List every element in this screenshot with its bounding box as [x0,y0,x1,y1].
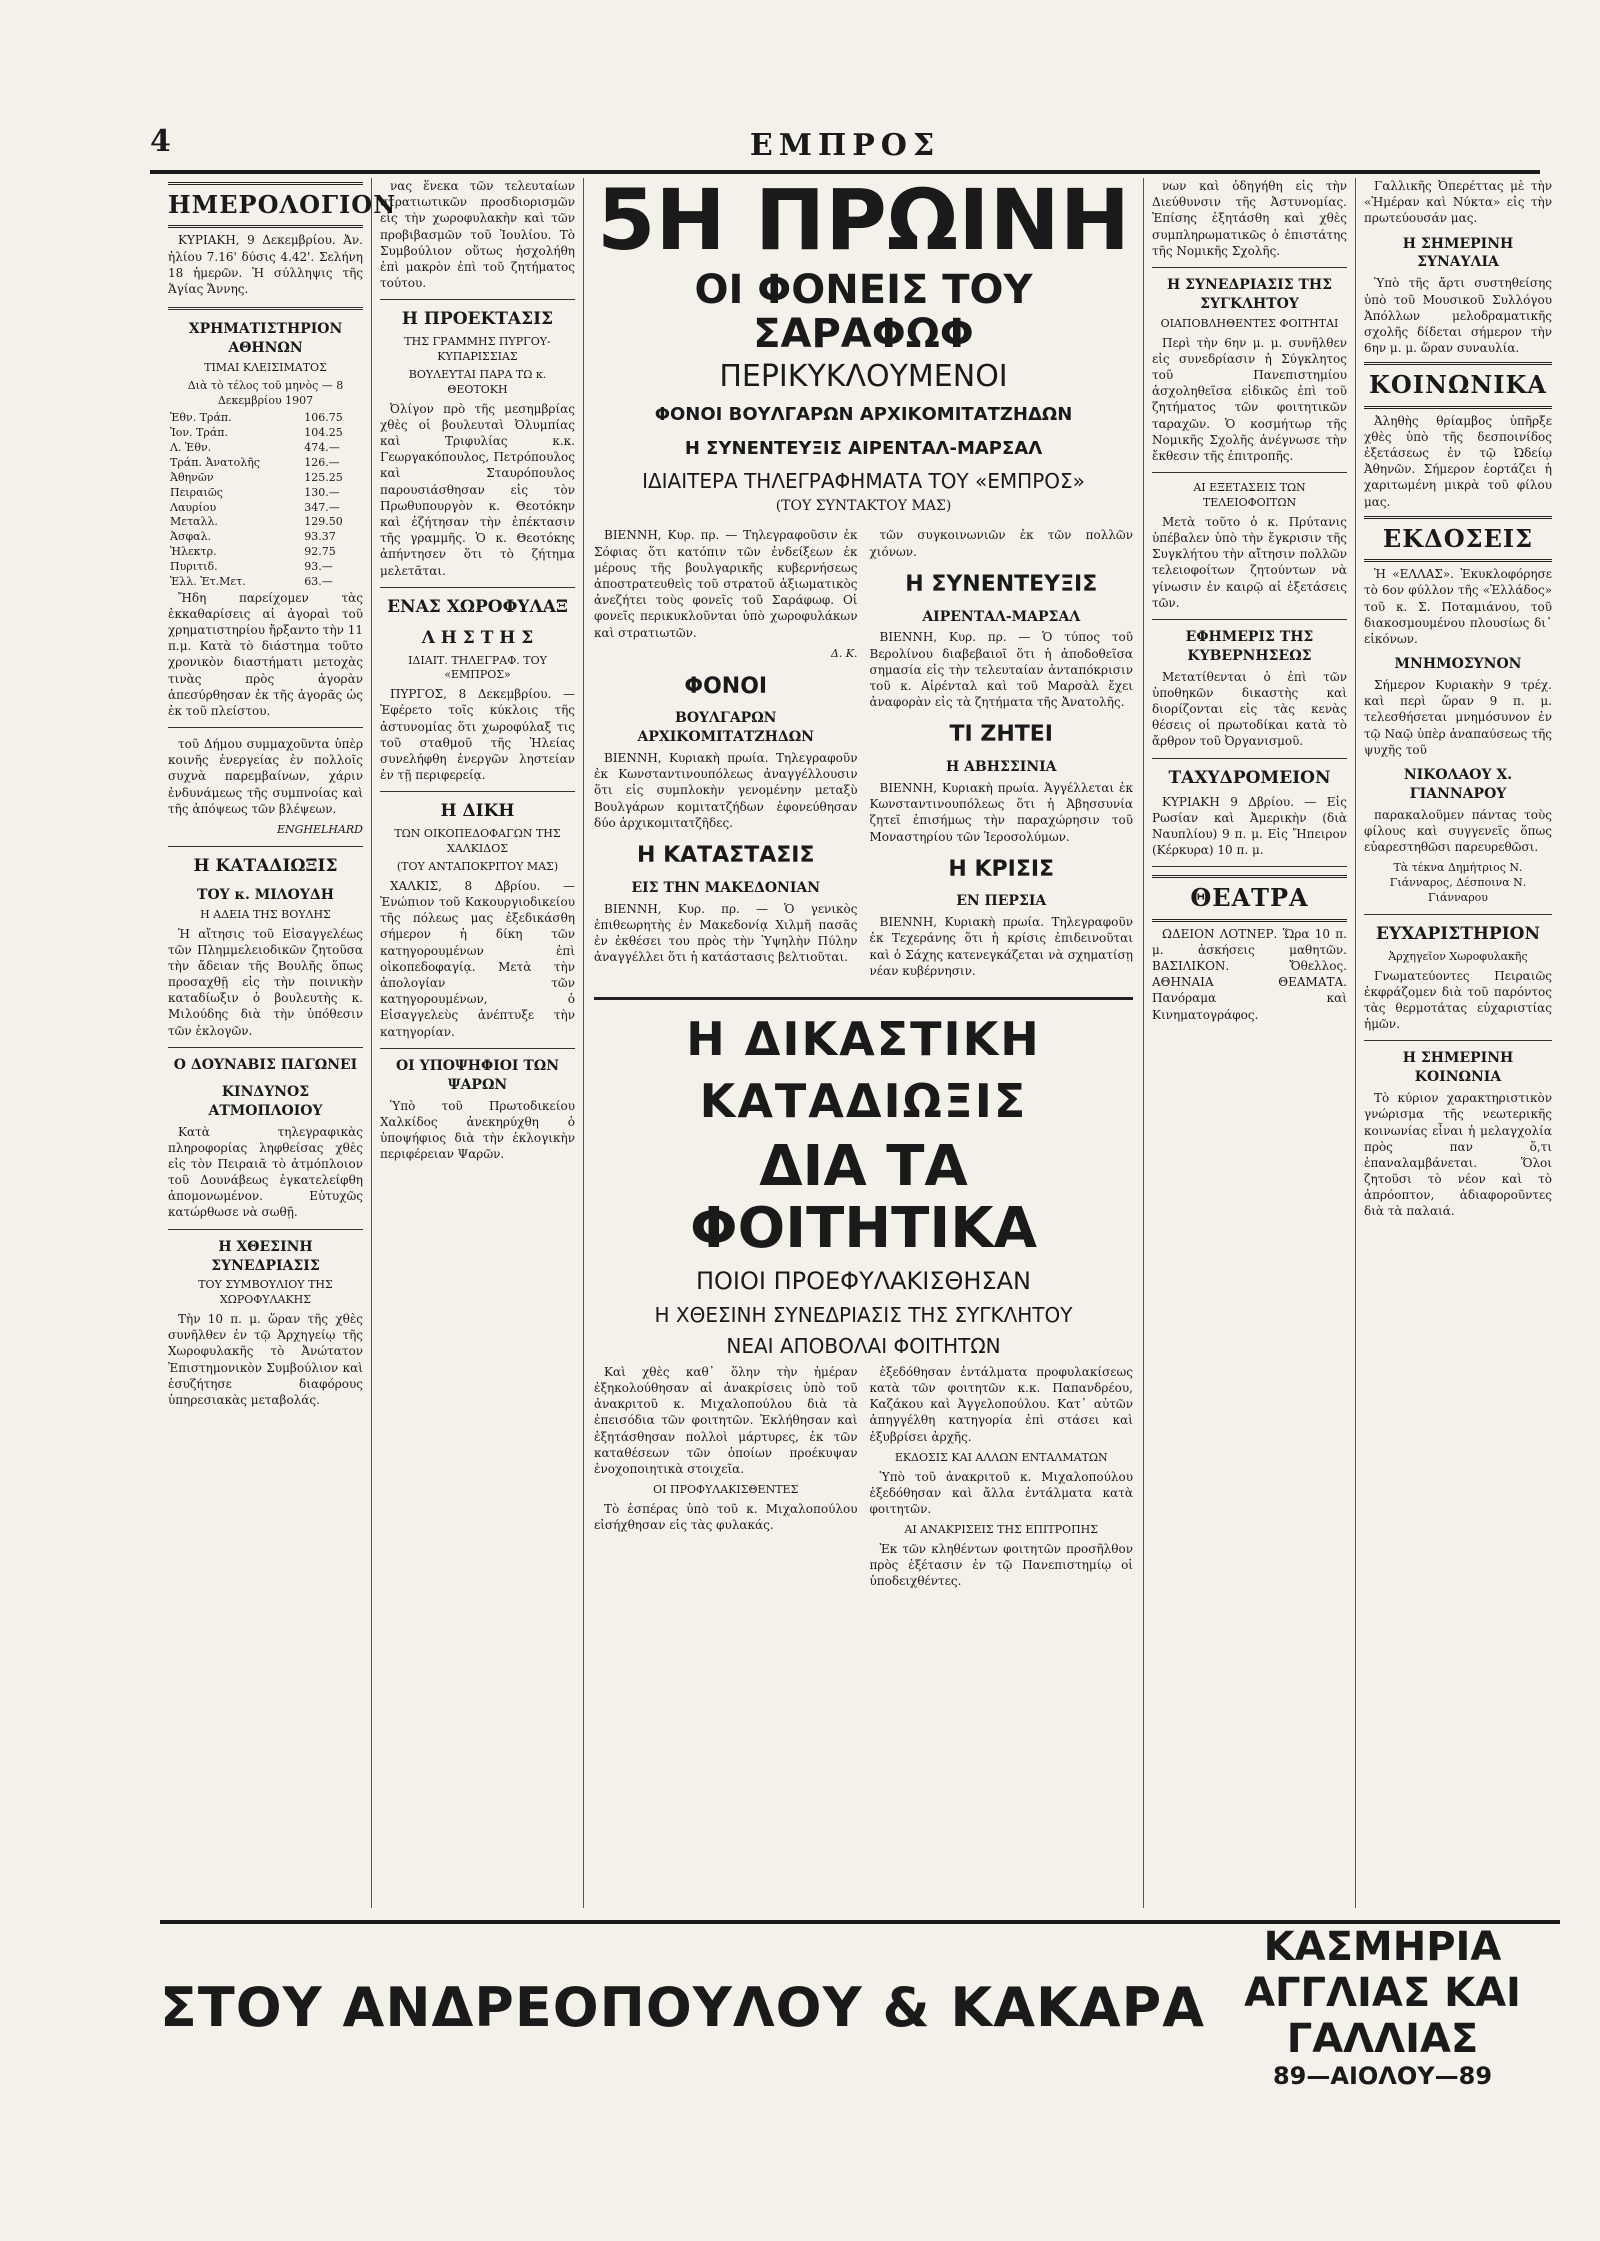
assembly-text: Ὑπὸ τῆς ἄρτι συστηθείσης ὑπὸ τοῦ Μουσικοῦ Συλλόγου Ἀπόλλων μελοδραματικῆς σχολῆς δίδεται σήμερον τὴν 6ην μ. μ. ὥραν συναυλία. [1364,276,1552,356]
ad-address: 89—ΑΙΟΛΟΥ—89 [1272,2062,1493,2090]
divider [380,587,575,588]
editions-text: Ἡ «ΕΛΛΑΣ». Ἐκυκλοφόρησε τὸ 6ον φύλλον τῆς «Ἑλλάδος» τοῦ κ. Σ. Ποταμιάνου, τοῦ διακοσμουμένου πλουσίως δι᾽ εἰκόνων. [1364,567,1552,646]
meeting-subtitle: ΑΙΡΕΝΤΑΛ-ΜΑΡΣΑΛ [922,608,1081,625]
newspaper-name: ΕΜΠΡΟΣ [749,128,941,163]
lead-columns [594,527,1133,985]
table-row [168,530,363,545]
danube-title: Ο ΔΟΥΝΑΒΙΣ ΠΑΓΩΝΕΙ [173,1056,358,1073]
kicker: 5Η ΠΡΩΙΝΗ [596,171,1131,269]
finance-title: ΧΡΗΜΑΤΙΣΤΗΡΙΟΝ ΑΘΗΝΩΝ [188,321,343,357]
table-row [168,575,363,590]
divider [1152,267,1347,268]
signature: ENGHELHARD [276,823,363,837]
table-row [168,486,363,501]
finance-value: 92.75 [304,545,336,559]
advertisement-banner [160,1920,1560,2090]
divider [380,791,575,792]
finance-value: 93.— [304,559,333,573]
students-headline-2: ΔΙΑ ΤΑ ΦΟΙΤΗΤΙΚΑ [690,1134,1037,1261]
divider [1152,619,1347,620]
lead-right [870,527,1134,985]
murders-title: ΦΟΝΟΙ [684,673,768,699]
headline-1: ΟΙ ΦΟΝΕΙΣ ΤΟΥ ΣΑΡΑΦΩΦ [694,267,1033,357]
prisoners-text: Τὸ ἑσπέρας ὑπὸ τοῦ κ. Μιχαλοπούλου εἰσήχθησαν εἰς τὰς φυλακάς. [594,1501,858,1533]
pursuit-sub2: Η ΑΔΕΙΑ ΤΗΣ ΒΟΥΛΗΣ [200,907,331,921]
divider [1364,914,1552,915]
finance-name: Ἰον. Τράπ. [170,426,228,440]
session-text: Τὴν 10 π. μ. ὥραν τῆς χθὲς συνῆλθεν ἐν τῷ Ἀρχηγείῳ τῆς Χωροφυλακῆς τὸ Ἀνώτατον Ἐπιστημονικὸν Συμβούλιον καὶ ἐσυζήτησε διαφόρους ὑπηρεσιακὰς μεταβολάς. [168,1312,363,1408]
signature: Δ. Κ. [830,646,858,660]
ad-store-name: ΣΤΟΥ ΑΝΔΡΕΟΠΟΥΛΟΥ & ΚΑΚΑΡΑ [160,1975,1206,2039]
thanks-title: ΕΥΧΑΡΙΣΤΗΡΙΟΝ [1375,923,1541,944]
finance-value: 129.50 [304,515,343,529]
headline-5: ΙΔΙΑΙΤΕΡΑ ΤΗΛΕΓΡΑΦΗΜΑΤΑ ΤΟΥ «ΕΜΠΡΟΣ» [642,468,1085,493]
students-right [870,1364,1134,1596]
students-headline-5: ΝΕΑΙ ΑΠΟΒΟΛΑΙ ΦΟΙΤΗΤΩΝ [726,1333,1001,1358]
students-text-left: Καὶ χθὲς καθ᾽ ὅλην τὴν ἡμέραν ἐξηκολούθησαν αἱ ἀνακρίσεις ὑπὸ τοῦ ἀνακριτοῦ κ. Μιχαλοπούλου διὰ τὰ ἐπεισόδια τῶν φοιτητῶν. Ἐκλήθησαν καὶ ἐξητάσθησαν πολλοὶ μάρτυρες, ἐκ τῶν καταθέσεων τῶν ὁποίων προέκυψαν ἐνοχοποιητικὰ στοιχεῖα. [594,1364,858,1476]
candidates-title: ΟΙ ΥΠΟΨΗΦΙΟΙ ΤΩΝ ΨΑΡΩΝ [395,1057,560,1093]
masthead [150,124,1540,174]
lead-left [594,527,858,985]
memorial-title: ΜΝΗΜΟΣΥΝΟΝ [1394,656,1522,673]
memorial-text-2: παρακαλοῦμεν πάντας τοὺς φίλους καὶ συγγενεῖς ὅπως εὐαρεστηθῶσι παρευρεθῶσι. [1364,807,1552,855]
thanks-text: Γνωματεύοντες Πειραιῶς ἐκφράζομεν διὰ τοῦ παρόντος τὰς θερμοτάτας εὐχαριστίας ἡμῶν. [1364,968,1552,1032]
headline-6: (ΤΟΥ ΣΥΝΤΑΚΤΟΥ ΜΑΣ) [775,497,952,514]
article-text: νων καὶ ὁδηγήθη εἰς τὴν Διεύθυνσιν τῆς Ἀστυνομίας. Ἐπίσης ἐξητάσθη καὶ χθὲς συμπληρωματικῶς ὁ ἐπιστάτης τῆς Νομικῆς Σχολῆς. [1152,179,1347,258]
session-title: Η ΧΘΕΣΙΝΗ ΣΥΝΕΔΡΙΑΣΙΣ [211,1238,320,1274]
finance-value: 63.— [304,574,333,588]
finance-value: 126.— [304,455,340,469]
finance-name: Πυριτιδ. [170,559,218,573]
finance-value: 125.25 [304,470,343,484]
railway-sub2: ΒΟΥΛΕΥΤΑΙ ΠΑΡΑ ΤΩ κ. ΘΕΟΤΟΚΗ [408,367,547,396]
divider [1364,1040,1552,1041]
theatre-title: ΘΕΑΤΡΑ [1152,875,1347,921]
finance-value: 347.— [304,500,340,514]
columns [160,171,1560,1908]
railway-text: Ὀλίγον πρὸ τῆς μεσημβρίας χθὲς οἱ βουλευταὶ Ὀλυμπίας καὶ Τριφυλίας κ.κ. Γεωργακόπουλος, Πετρόπουλος καὶ Σταυρόπουλος παρουσιάσθησαν εἰς τὸν Πρωθυπουργὸν κ. Θεοτόκην καὶ ἐζήτησαν τὴν ἐπέκτασιν τῆς γραμμῆς. Ὁ κ. Θεοτόκης ἀπήντησεν ὅτι τὸ ζήτημα μελετᾶται. [380,401,575,578]
finance-value: 130.— [304,485,340,499]
social-title: ΚΟΙΝΩΝΙΚΑ [1364,362,1552,408]
gendarme-subtitle: Λ Η Σ Τ Η Σ [421,627,534,648]
finance-name: Ἀσφαλ. [170,530,212,544]
seeks-subtitle: Η ΑΒΗΣΣΙΝΙΑ [945,759,1057,776]
post-text: ΚΥΡΙΑΚΗ 9 Δβρίου. — Εἰς Ρωσίαν καὶ Ἀμερικὴν (διὰ Ναυπλίου) 9 π. μ. Εἰς Ἤπειρον (Κέρκυρα) 10 π. μ. [1152,794,1347,858]
session-subtitle: ΤΟΥ ΣΥΜΒΟΥΛΙΟΥ ΤΗΣ ΧΩΡΟΦΥΛΑΚΗΣ [198,1278,333,1307]
table-row [168,501,363,516]
page-number: 4 [150,124,171,159]
today-text: Τὸ κύριον χαρακτηριστικὸν γνώρισμα τῆς νεωτερικῆς κοινωνίας εἶναι ἡ μελαγχολία πρὸς παν ὅ,τι ἐπαναλαμβάνεται. Ὅλοι ζητοῦσι τὸ νέον καὶ τὸ ἀπρόοπτον, ἀδιαφοροῦντες διὰ τὰ παλαιά. [1364,1091,1552,1219]
lead-text-right: τῶν συγκοινωνιῶν ἐκ τῶν πολλῶν χιόνων. [869,528,1133,559]
divider [168,1229,363,1230]
theatre-text: ΩΔΕΙΟΝ ΛΟΤΝΕΡ. Ὥρα 10 π. μ. ἀσκήσεις μαθητῶν. ΒΑΣΙΛΙΚΟΝ. Ὄθελλος. ΑΘΗΝΑΙΑ ΘΕΑΜΑΤΑ. Πανόραμα καὶ Κινηματογράφος. [1152,926,1347,1022]
gendarme-sub2: ΙΔΙΑΙΤ. ΤΗΛΕΓΡΑΦ. ΤΟΥ «ΕΜΠΡΟΣ» [408,653,547,682]
finance-text: Ἤδη παρείχομεν τὰς ἐκκαθαρίσεις αἱ ἀγοραὶ τοῦ χρηματιστηρίου ἤρξαντο τὴν 11 π.μ. Κατὰ τὸ διάστημα τοῦτο χρονικὸν διαστήματι μετοχὰς τινὰς πρὸς ἀγορὰν ἀπεσύρθησαν ἐκ τῆς ἀγορᾶς ὡς ἐκ τοῦ πλείστου. [168,590,364,718]
divider [380,1048,575,1049]
trial-sub2: (ΤΟΥ ΑΝΤΑΠΟΚΡΙΤΟΥ ΜΑΣ) [396,860,559,873]
divider [1152,472,1347,473]
prisoners-title: ΟΙ ΠΡΟΦΥΛΑΚΙΣΘΕΝΤΕΣ [653,1483,799,1497]
rector-title: ΑΙ ΑΝΑΚΡΙΣΕΙΣ ΤΗΣ ΕΠΙΤΡΟΠΗΣ [904,1523,1099,1537]
murders-text: ΒΙΕΝΝΗ, Κυριακὴ πρωία. Τηλεγραφοῦν ἐκ Κωνσταντινουπόλεως ἀναγγέλλουσιν ὅτι εἰς συμπλοκὴν γενομένην μεταξὺ Βουλγάρων κομιτατζήδων ἐφονεύθησαν δύο ἀρχικομιτατζῆδες. [594,751,858,830]
trial-title: Η ΔΙΚΗ [440,801,515,822]
finance-name: Ἠλεκτρ. [170,545,217,559]
divider [380,299,575,300]
table-row [168,441,363,456]
finance-value: 93.37 [304,530,336,544]
trial-text: ΧΑΛΚΙΣ, 8 Δβρίου. — Ἐνώπιον τοῦ Κακουργιοδικείου τῆς πόλεως μας ἐξεδικάσθη σήμερον ἡ δίκη τῶν κατηγορουμένων ἐπὶ οἰκοπεδοφαγίᾳ. Μετὰ τὴν ἀπολογίαν τῶν κατηγορουμένων, ὁ Εἰσαγγελεὺς ἀνέπτυξε τὴν κατηγορίαν. [380,878,575,1039]
table-row [168,471,363,486]
social-text: Ἀληθὴς θρίαμβος ὑπῆρξε χθὲς ὑπὸ τῆς δεσποινίδος ἐξετάσεως ἐν τῷ Ὠδείῳ Ἀθηνῶν. Σήμερον ἑορτάζει ἡ χαριτωμένη μικρὰ τοῦ φίλου μας. [1364,413,1552,509]
column-2 [372,178,584,1908]
meeting-text: ΒΙΕΝΝΗ, Κυρ. πρ. — Ὁ τύπος τοῦ Βερολίνου διαβεβαιοῖ ὅτι ἡ ἀποδοθεῖσα σημασία εἰς τὴν τελευταίαν ἀνταπόκρισιν τοῦ κ. Αἰρένταλ καὶ τοῦ Μαρσὰλ ἔχει ἀναφορὰν εἰς τὰ ζητήματα τῆς Ἀνατολῆς. [869,630,1133,710]
finance-name: Τράπ. Ἀνατολῆς [170,455,260,469]
headline-4: Η ΣΥΝΕΝΤΕΥΞΙΣ ΑΙΡΕΝΤΑΛ-ΜΑΡΣΑΛ [684,438,1043,460]
railway-subtitle: ΤΗΣ ΓΡΑΜΜΗΣ ΠΥΡΓΟΥ-ΚΥΠΑΡΙΣΣΙΑΣ [404,335,551,364]
finance-name: Μεταλλ. [170,515,218,529]
students-left [594,1364,858,1596]
headline-3: ΦΟΝΟΙ ΒΟΥΛΓΑΡΩΝ ΑΡΧΙΚΟΜΙΤΑΤΖΗΔΩΝ [654,404,1073,425]
persia-text: ΒΙΕΝΝΗ, Κυριακὴ πρωία. Τηλεγραφοῦν ἐκ Τεχεράνης ὅτι ἡ κρίσις ἐπιδεινοῦται καὶ ὁ Σάχης κατενεγκάζεται νὰ σχηματίσῃ νέαν κυβέρνησιν. [869,915,1133,978]
column-6 [1356,178,1560,1908]
article-text: τοῦ Δήμου συμμαχοῦντα ὑπὲρ κοινῆς ἐνεργείας ἐν πολλοῖς συχνὰ παρεμβαίνων, χάριν ἐνδυνάμεως τῆς συμπνοίας καὶ τῆς ἀπόψεως τῶν βλέψεων. [168,737,363,816]
finance-name: Ἐθν. Τράπ. [170,411,232,425]
gazette-title: ΕΦΗΜΕΡΙΣ ΤΗΣ ΚΥΒΕΡΝΗΣΕΩΣ [1185,628,1314,664]
article-text: νας ἕνεκα τῶν τελευταίων στρατιωτικῶν προσδιορισμῶν εἰς τὴν χωροφυλακὴν καὶ τῶν προβιβασμῶν τοῦ Ἰουλίου. Τὸ Συμβούλιον οὕτως ἠσχολήθη ἐπὶ μακρὸν ἐπὶ τοῦ ζητήματος τούτου. [380,179,575,291]
pursuit-text: Ἡ αἴτησις τοῦ Εἰσαγγελέως τῶν Πλημμελειοδικῶν ζητοῦσα τὴν ἄδειαν τῆς Βουλῆς ὅπως προσαχθῇ εἰς τὴν ποινικὴν καταδίωξιν ὁ βουλευτὴς κ. Μιλούδης διὰ τὴν ὑπόθεσιν τῶν ἐκλογῶν. [168,926,363,1038]
divider [1152,866,1347,867]
finance-name: Ἀθηνῶν [170,470,214,484]
table-row [168,560,363,575]
gendarme-title: ΕΝΑΣ ΧΩΡΟΦΥΛΑΞ [387,596,568,617]
students-text-right: ἐξεδόθησαν ἐντάλματα προφυλακίσεως κατὰ τῶν φοιτητῶν κ.κ. Παπανδρέου, Καζάκου καὶ Ἀγγελοπούλου. Κατ᾽ αὐτῶν ἀπηγγέλθη κατηγορία ἐπὶ στάσει καὶ ἐξυβρίσει ἀρχῆς. [869,1364,1133,1444]
finance-name: Πειραιῶς [170,485,223,499]
finance-name: Λ. Ἐθν. [170,441,212,455]
divider [1152,758,1347,759]
table-row [168,515,363,530]
danube-subtitle: ΚΙΝΔΥΝΟΣ ΑΤΜΟΠΛΟΙΟΥ [208,1083,323,1119]
article-text: Γαλλικῆς Ὀπερέττας μὲ τὴν «Ἡμέραν καὶ Νύκτα» εἰς τὴν πρωτεύουσάν μας. [1364,179,1552,226]
meeting-title: Η ΣΥΝΕΝΤΕΥΞΙΣ [905,571,1098,597]
divider [168,727,363,728]
seeks-title: ΤΙ ΖΗΤΕΙ [949,722,1053,748]
danube-text: Κατὰ τηλεγραφικὰς πληροφορίας ληφθείσας χθὲς εἰς τὸν Πειραιᾶ τὸ ἀτμόπλοιον τοῦ Δουνάβεως ἐγκατελείφθη ἀπομονωμένον. Εὐτυχῶς κατώρθωσε νὰ σωθῇ. [168,1124,363,1220]
persia-subtitle: ΕΝ ΠΕΡΣΙΑ [956,893,1047,910]
exams-title: ΑΙ ΕΞΕΤΑΣΕΙΣ ΤΩΝ ΤΕΛΕΙΟΦΟΙΤΩΝ [1193,481,1306,509]
memorial-text: Σήμερον Κυριακὴν 9 τρέχ. καὶ περὶ ὥραν 9 π. μ. τελεσθήσεται μνημόσυνον ἐν τῷ Ναῷ ὑπὲρ ἀναπαύσεως τῆς ψυχῆς τοῦ [1364,678,1552,757]
divider [168,307,363,310]
thanks-subtitle: Ἀρχηγεῖον Χωροφυλακῆς [1388,949,1528,963]
finance-value: 474.— [304,441,340,455]
gazette-text: Μετατίθενται ὁ ἐπὶ τῶν ὑποθηκῶν δικαστὴς καὶ διορίζονται εἰς τὰς κενὰς θέσεις οἱ πρωτοδίκαι κατὰ τὸ ἄρθρον τοῦ Ὀργανισμοῦ. [1152,669,1347,749]
students-columns [594,1364,1133,1596]
finance-note: Διὰ τὸ τέλος τοῦ μηνὸς — 8 Δεκεμβρίου 1907 [187,378,344,407]
column-1 [160,178,397,1908]
ad-product-text: ΚΑΣΜΗΡΙΑ ΑΓΓΛΙΑΣ ΚΑΙ ΓΑΛΛΙΑΣ [1244,1924,1521,2062]
today-title: Η ΣΗΜΕΡΙΝΗ ΚΟΙΝΩΝΙΑ [1402,1050,1514,1086]
table-row [168,545,363,560]
column-5 [1144,178,1356,1908]
macedonia-title: Η ΚΑΤΑΣΤΑΣΙΣ [637,843,815,869]
memorial-family: Τὰ τέκνα Δημήτριος Ν. Γιάνναρος, Δέσποινα Ν. Γιάνναρου [1389,861,1527,904]
students-headline-4: Η ΧΘΕΣΙΝΗ ΣΥΝΕΔΡΙΑΣΙΣ ΤΗΣ ΣΥΓΚΛΗΤΟΥ [654,1302,1073,1327]
ad-product [1205,1924,1560,2090]
table-row [168,411,363,426]
senate-title: Η ΣΥΝΕΔΡΙΑΣΙΣ ΤΗΣ ΣΥΓΚΛΗΤΟΥ [1166,276,1333,312]
finance-table [168,411,363,589]
post-title: ΤΑΧΥΔΡΟΜΕΙΟΝ [1168,767,1331,788]
exams-text: Μετὰ τοῦτο ὁ κ. Πρύτανις ὑπέβαλεν ὑπὸ τὴν ἔγκρισιν τῆς Συγκλήτου τὴν αἴτησιν πολλῶν τελειοφοίτων ζητούντων νὰ γίνωσιν ἐν καιρῷ αἱ ἐξετάσεις τῶν. [1152,514,1347,610]
warrants-text: Ὑπὸ τοῦ ἀνακριτοῦ κ. Μιχαλοπούλου ἐξεδόθησαν καὶ ἄλλα ἐντάλματα κατὰ φοιτητῶν. [869,1469,1133,1516]
students-headline-3: ΠΟΙΟΙ ΠΡΟΕΦΥΛΑΚΙΣΘΗΣΑΝ [695,1267,1032,1296]
lead-text: ΒΙΕΝΝΗ, Κυρ. πρ. — Τηλεγραφοῦσιν ἐκ Σόφιας ὅτι κατόπιν τῶν ἐνδείξεων ἐκ μέρους τῆς βουλγαρικῆς κυβερνήσεως ἀποστρατευθεὶς τοῦ στρατοῦ ἀξιωματικὸς ἀνεζήτει τοὺς φονεῖς τοῦ Σαράφωφ. Οἱ φονεῖς περικυκλοῦνται ὑπὸ χωροφυλάκων καὶ στρατιωτῶν. [594,528,858,640]
memorial-name: ΝΙΚΟΛΑΟΥ Χ. ΓΙΑΝΝΑΡΟΥ [1403,766,1513,802]
macedonia-text: ΒΙΕΝΝΗ, Κυρ. πρ. — Ὁ γενικὸς ἐπιθεωρητὴς ἐν Μακεδονίᾳ Χιλμῆ πασᾶς ἐν ἐκθέσει του πρὸς τὴν Ὑψηλὴν Πύλην ἀναγγέλλει ὅτι ἡ κατάστασις βελτιοῦται. [594,901,858,965]
finance-name: Ἑλλ. Ἐτ.Μετ. [170,574,246,588]
table-row [168,456,363,471]
calendar-text: ΚΥΡΙΑΚΗ, 9 Δεκεμβρίου. Ἀν. ἡλίου 7.16' δύσις 4.42'. Σελήνη 18 ἡμερῶν. Ἡ σύλληψις τῆς Ἁγίας Ἄννης. [168,233,363,296]
divider [168,846,363,847]
senate-subtitle: ΟΙΑΠΟΒΛΗΘΕΝΤΕΣ ΦΟΙΤΗΤΑΙ [1160,316,1339,330]
divider [168,1047,363,1048]
assembly-title: Η ΣΗΜΕΡΙΝΗ ΣΥΝΑΥΛΙΑ [1402,235,1514,271]
seeks-text: ΒΙΕΝΝΗ, Κυριακὴ πρωία. Ἀγγέλλεται ἐκ Κωνσταντινουπόλεως ὅτι ἡ Ἀβησσυνία ζητεῖ ἐπισήμως τὴν παραχώρησιν τοῦ Μοναστηρίου τῶν Ἱεροσολύμων. [869,780,1133,844]
pursuit-title: Η ΚΑΤΑΔΙΩΞΙΣ [193,855,338,876]
lead-story [584,171,1144,1908]
finance-value: 106.75 [304,411,343,425]
finance-value: 104.25 [304,426,343,440]
railway-title: Η ΠΡΟΕΚΤΑΣΙΣ [401,309,554,330]
warrants-title: ΕΚΔΟΣΙΣ ΚΑΙ ΑΛΛΩΝ ΕΝΤΑΛΜΑΤΩΝ [894,1450,1108,1464]
persia-title: Η ΚΡΙΣΙΣ [948,856,1055,882]
murders-subtitle: ΒΟΥΛΓΑΡΩΝ ΑΡΧΙΚΟΜΙΤΑΤΖΗΔΩΝ [637,710,814,746]
trial-subtitle: ΤΩΝ ΟΙΚΟΠΕΔΟΦΑΓΩΝ ΤΗΣ ΧΑΛΚΙΔΟΣ [394,827,561,856]
students-headline-1: Η ΔΙΚΑΣΤΙΚΗ ΚΑΤΑΔΙΩΞΙΣ [594,997,1133,1132]
finance-name: Λαυρίου [170,500,217,514]
rector-text: Ἐκ τῶν κληθέντων φοιτητῶν προσῆλθον πρὸς ἐξέτασιν ἐν τῷ Πανεπιστημίῳ οἱ ὑποδειχθέντες. [869,1541,1133,1589]
senate-text: Περὶ τὴν 6ην μ. μ. συνῆλθεν εἰς συνεδρίασιν ἡ Σύγκλητος τοῦ Πανεπιστημίου ἀσχοληθεῖσα εἰδικῶς ἐπὶ τοῦ ζητήματος τῶν φοιτητικῶν ταραχῶν. Ὁ κοσμήτωρ τῆς Νομικῆς Σχολῆς ἀνέγνωσε τὴν ἔκθεσιν τῆς ἐπιτροπῆς. [1152,335,1347,463]
headline-2: ΠΕΡΙΚΥΚΛΟΥΜΕΝΟΙ [719,359,1008,394]
calendar-title: ΗΜΕΡΟΛΟΓΙΟΝ [168,182,363,228]
pursuit-subtitle: ΤΟΥ κ. ΜΙΛΟΥΔΗ [197,886,334,903]
gendarme-text: ΠΥΡΓΟΣ, 8 Δεκεμβρίου. — Ἐφέρετο τοῖς κύκλοις τῆς ἀστυνομίας ὅτι χωροφύλαξ τις τοῦ σταθμοῦ τῆς Ἠλείας συνελήφθη ἐνεργῶν ληστείαν ἐν τῇ περιφερείᾳ. [380,687,575,783]
finance-subtitle: ΤΙΜΑΙ ΚΛΕΙΣΙΜΑΤΟΣ [204,360,327,374]
table-row [168,426,363,441]
editions-title: ΕΚΔΟΣΕΙΣ [1364,516,1552,562]
candidates-text: Ὑπὸ τοῦ Πρωτοδικείου Χαλκίδος ἀνεκηρύχθη ὁ ὑποψήφιος διὰ τὴν ἐκλογικὴν περιφέρειαν Ψαρῶν. [380,1098,575,1162]
macedonia-subtitle: ΕΙΣ ΤΗΝ ΜΑΚΕΔΟΝΙΑΝ [631,879,821,896]
